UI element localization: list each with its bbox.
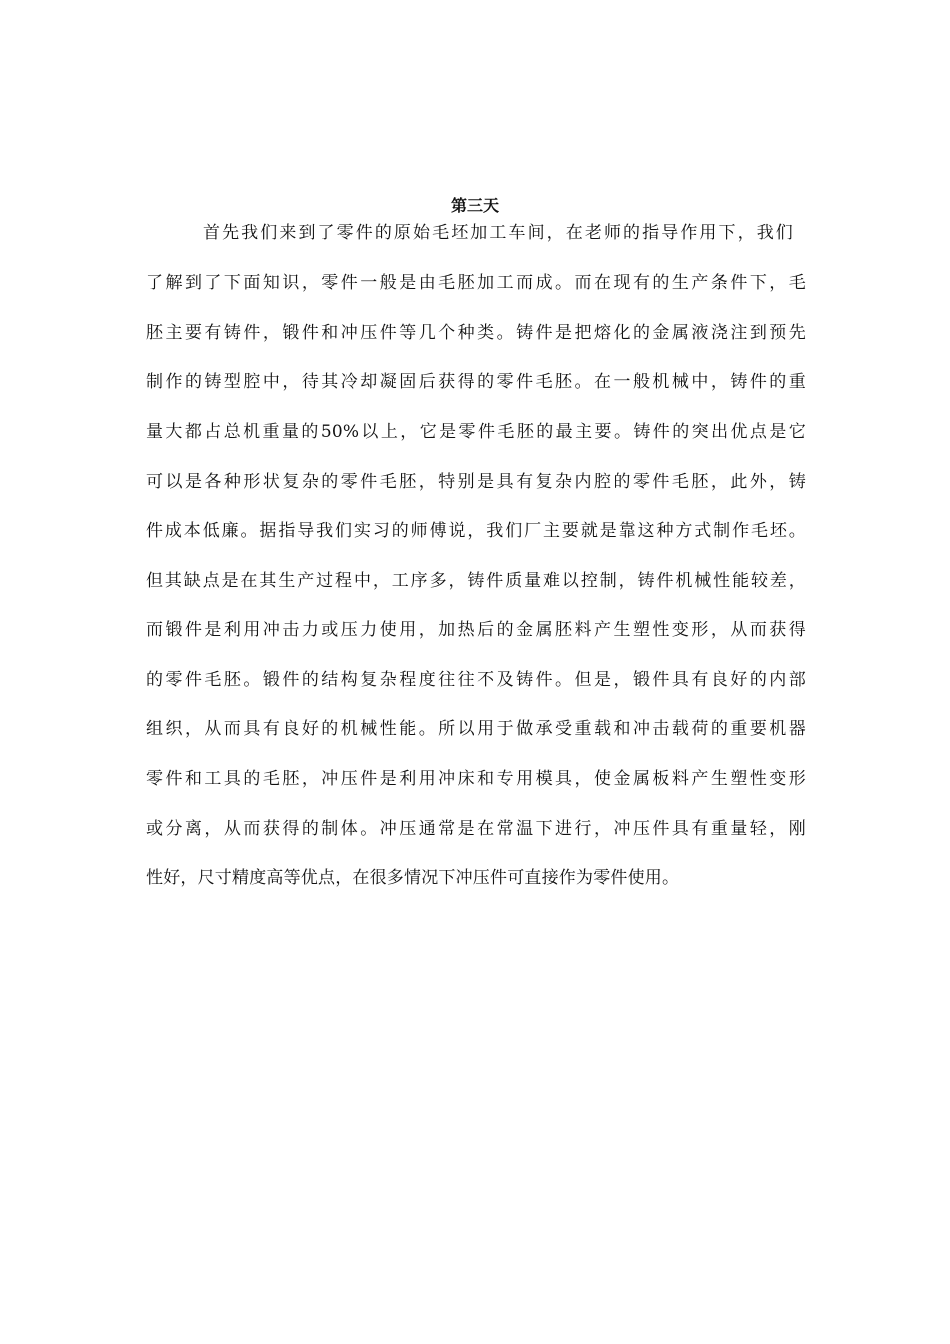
paragraph-line-8: 但其缺点是在其生产过程中，工序多，铸件质量难以控制，铸件机械性能较差， xyxy=(146,571,806,591)
paragraph-line-3: 胚主要有铸件，锻件和冲压件等几个种类。铸件是把熔化的金属液浇注到预先 xyxy=(146,323,806,343)
paragraph-line-11: 组织，从而具有良好的机械性能。所以用于做承受重载和冲击载荷的重要机器 xyxy=(146,719,806,739)
document-title: 第三天 xyxy=(450,196,499,215)
paragraph-line-2: 了解到了下面知识，零件一般是由毛胚加工而成。而在现有的生产条件下，毛 xyxy=(146,273,806,293)
paragraph-line-13: 或分离，从而获得的制体。冲压通常是在常温下进行，冲压件具有重量轻，刚 xyxy=(146,819,806,839)
paragraph-line-14: 性好，尺寸精度高等优点，在很多情况下冲压件可直接作为零件使用。 xyxy=(146,868,680,888)
paragraph-line-4: 制作的铸型腔中，待其冷却凝固后获得的零件毛胚。在一般机械中，铸件的重 xyxy=(146,372,806,392)
paragraph-line-6: 可以是各种形状复杂的零件毛胚，特别是具有复杂内腔的零件毛胚，此外，铸 xyxy=(146,472,806,492)
paragraph-line-7: 件成本低廉。据指导我们实习的师傅说，我们厂主要就是靠这种方式制作毛坯。 xyxy=(146,521,806,541)
paragraph-line-12: 零件和工具的毛胚，冲压件是利用冲床和专用模具，使金属板料产生塑性变形 xyxy=(146,769,806,789)
paragraph-line-1: 首先我们来到了零件的原始毛坯加工车间，在老师的指导作用下，我们 xyxy=(203,223,793,243)
paragraph-line-9: 而锻件是利用冲击力或压力使用，加热后的金属胚料产生塑性变形，从而获得 xyxy=(146,620,806,640)
paragraph-line-10: 的零件毛胚。锻件的结构复杂程度往往不及铸件。但是，锻件具有良好的内部 xyxy=(146,670,806,690)
paragraph-line-5: 量大都占总机重量的50%以上，它是零件毛胚的最主要。铸件的突出优点是它 xyxy=(146,422,806,442)
